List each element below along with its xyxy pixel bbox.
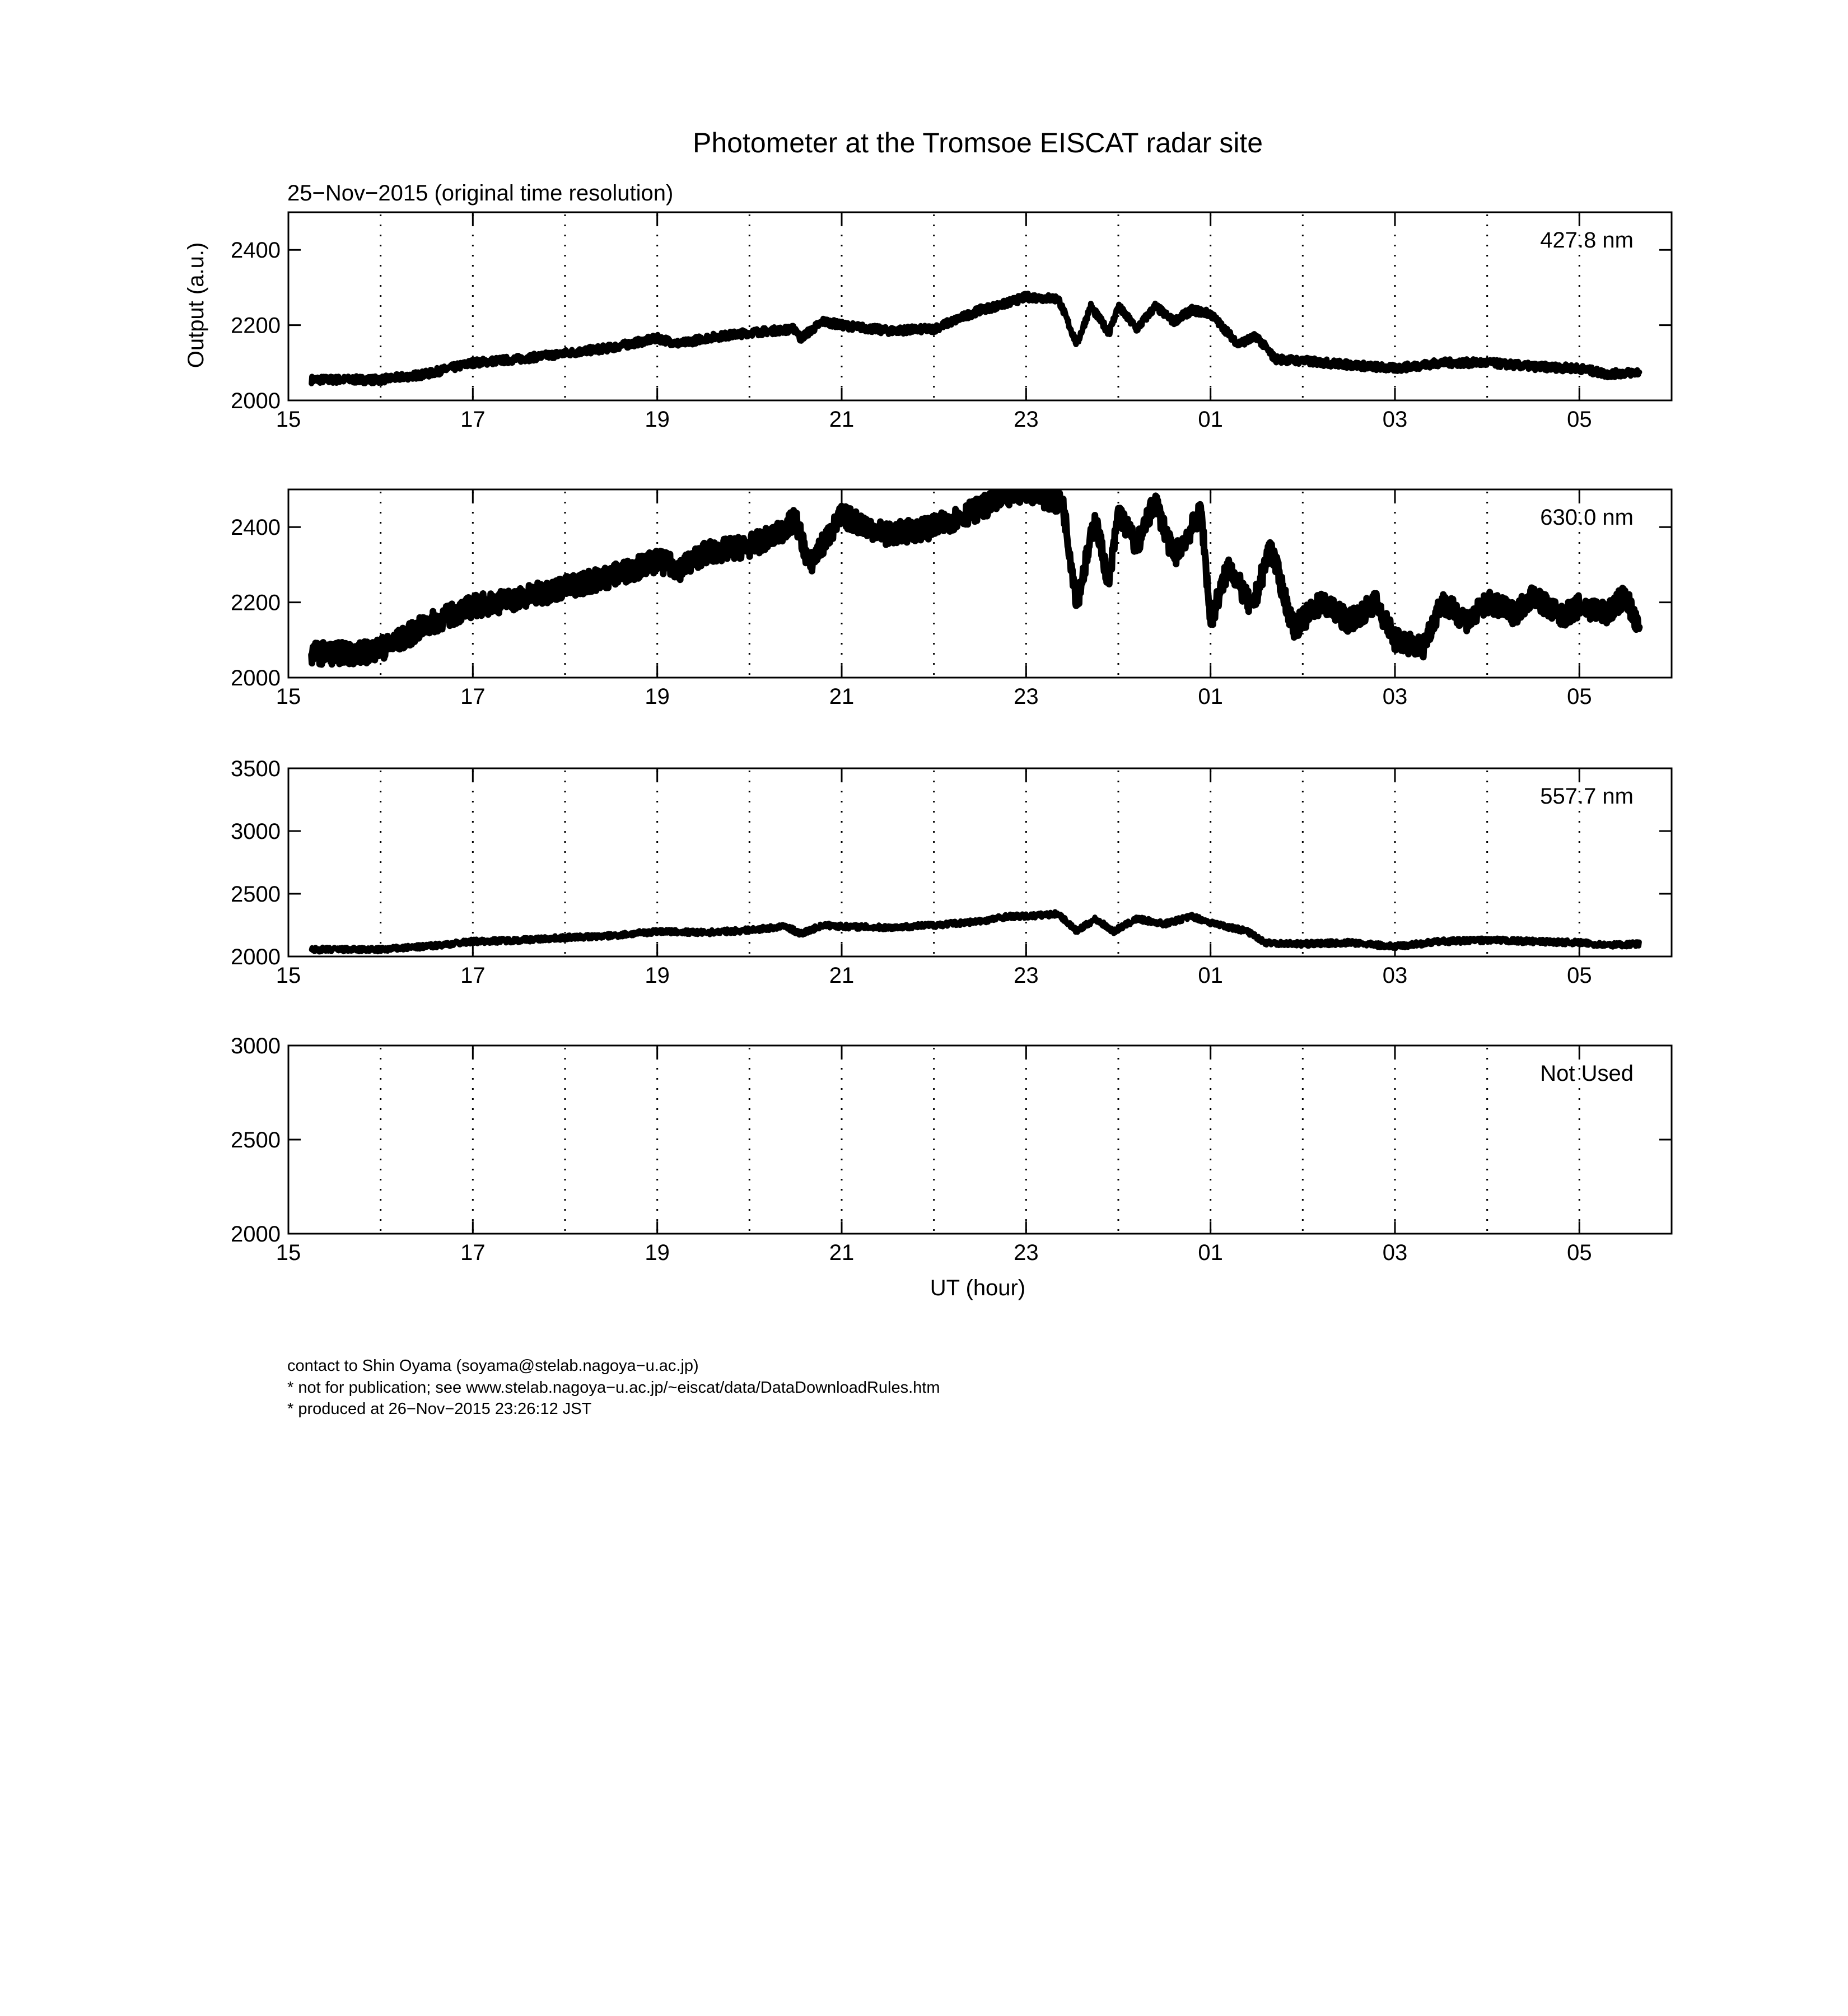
axes-frame — [288, 768, 1672, 956]
y-tick-label: 3500 — [231, 757, 281, 781]
x-tick-label: 03 — [1382, 407, 1408, 432]
x-tick-label: 21 — [829, 407, 855, 432]
x-tick-label: 17 — [460, 1240, 486, 1265]
x-axis-label: UT (hour) — [930, 1276, 1026, 1300]
x-tick-label: 15 — [276, 684, 301, 709]
y-tick-label: 2500 — [231, 882, 281, 907]
footer-contact: contact to Shin Oyama (soyama@stelab.nagoya−u.ac.jp) — [287, 1357, 699, 1375]
y-tick-label: 2500 — [231, 1128, 281, 1152]
panel-label: 557.7 nm — [1540, 784, 1634, 809]
y-tick-label: 2400 — [231, 238, 281, 263]
footer-produced-at: * produced at 26−Nov−2015 23:26:12 JST — [287, 1400, 592, 1418]
x-tick-label: 23 — [1014, 684, 1039, 709]
panel-1 — [231, 212, 1672, 432]
y-tick-label: 2400 — [231, 515, 281, 540]
x-tick-label: 15 — [276, 963, 301, 988]
x-tick-label: 17 — [460, 407, 486, 432]
x-tick-label: 19 — [645, 684, 670, 709]
x-tick-label: 21 — [829, 963, 855, 988]
x-tick-label: 23 — [1014, 1240, 1039, 1265]
x-tick-label: 21 — [829, 684, 855, 709]
y-tick-label: 2200 — [231, 313, 281, 338]
x-tick-label: 17 — [460, 684, 486, 709]
x-tick-label: 15 — [276, 1240, 301, 1265]
x-tick-label: 01 — [1198, 1240, 1223, 1265]
x-tick-label: 05 — [1567, 963, 1592, 988]
x-tick-label: 05 — [1567, 684, 1592, 709]
panel-label: Not Used — [1540, 1061, 1634, 1086]
y-axis-label: Output (a.u.) — [184, 242, 208, 368]
panel-3 — [231, 757, 1672, 988]
panel-label: 630.0 nm — [1540, 505, 1634, 530]
x-tick-label: 05 — [1567, 1240, 1592, 1265]
x-tick-label: 23 — [1014, 407, 1039, 432]
y-tick-label: 2000 — [231, 389, 281, 413]
x-tick-label: 05 — [1567, 407, 1592, 432]
x-tick-label: 19 — [645, 407, 670, 432]
y-tick-label: 2000 — [231, 945, 281, 969]
y-tick-label: 2000 — [231, 1222, 281, 1247]
x-tick-label: 21 — [829, 1240, 855, 1265]
series-line-3 — [311, 912, 1639, 952]
series-line-2 — [311, 480, 1639, 664]
x-tick-label: 03 — [1382, 963, 1408, 988]
footer-publication-note: * not for publication; see www.stelab.nagoya−u.ac.jp/~eiscat/data/DataDownloadRules.htm — [287, 1379, 940, 1397]
axes-frame — [288, 1046, 1672, 1234]
y-tick-label: 2000 — [231, 666, 281, 690]
x-tick-label: 19 — [645, 1240, 670, 1265]
x-tick-label: 15 — [276, 407, 301, 432]
x-tick-label: 03 — [1382, 684, 1408, 709]
figure-subtitle: 25−Nov−2015 (original time resolution) — [287, 181, 674, 206]
x-tick-label: 23 — [1014, 963, 1039, 988]
x-tick-label: 17 — [460, 963, 486, 988]
y-tick-label: 2200 — [231, 590, 281, 615]
series-line-1 — [311, 293, 1639, 384]
y-tick-label: 3000 — [231, 1034, 281, 1058]
y-tick-label: 3000 — [231, 819, 281, 844]
x-tick-label: 01 — [1198, 684, 1223, 709]
x-tick-label: 01 — [1198, 407, 1223, 432]
panel-4 — [231, 1034, 1672, 1265]
panel-label: 427.8 nm — [1540, 228, 1634, 253]
x-tick-label: 01 — [1198, 963, 1223, 988]
x-tick-label: 19 — [645, 963, 670, 988]
panel-2 — [231, 480, 1672, 709]
panels-group — [231, 212, 1672, 1265]
x-tick-label: 03 — [1382, 1240, 1408, 1265]
figure-title: Photometer at the Tromsoe EISCAT radar site — [692, 127, 1263, 158]
